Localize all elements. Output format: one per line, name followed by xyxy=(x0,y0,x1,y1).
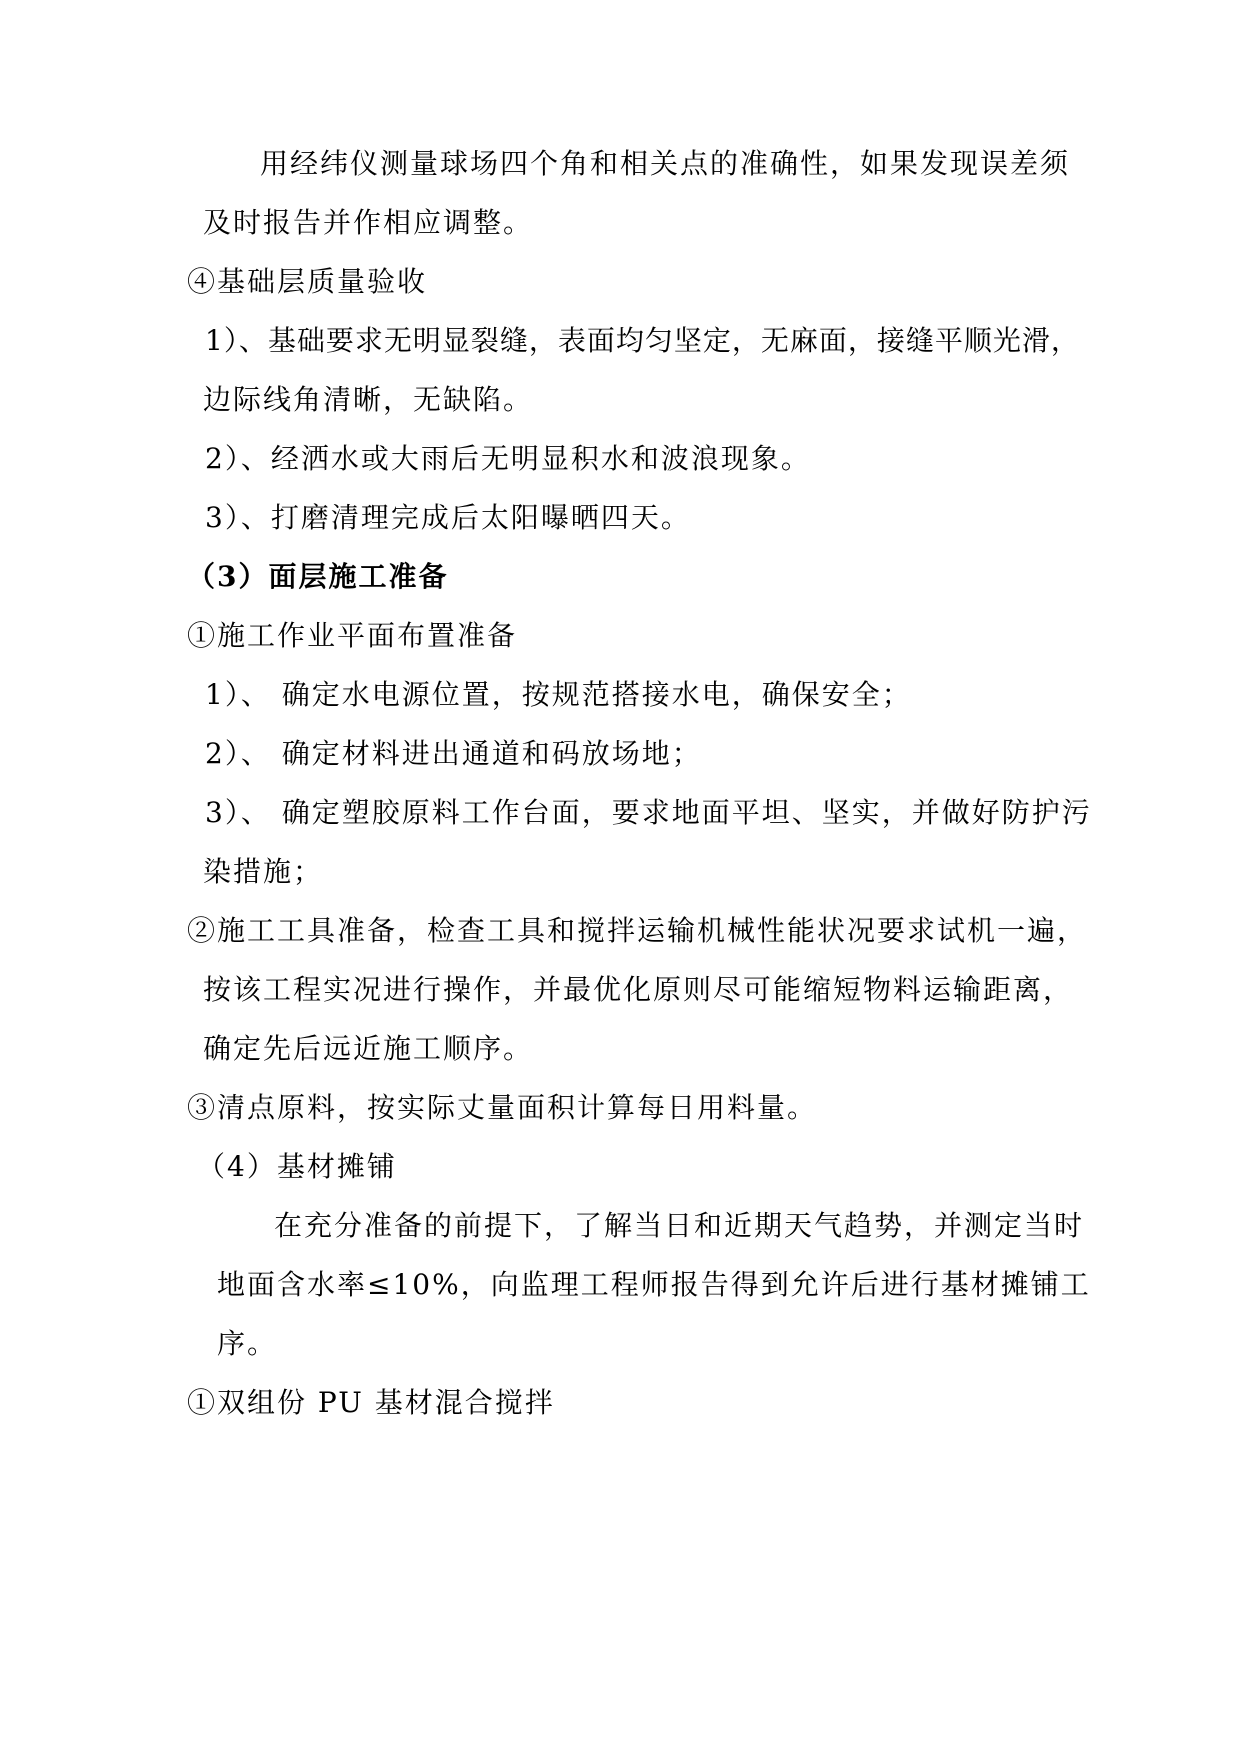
list-item-2: 2）、经洒水或大雨后无明显积水和波浪现象。 xyxy=(205,442,811,475)
subheading-pu-mixing: ①双组份 PU 基材混合搅拌 xyxy=(187,1386,555,1419)
tools-prep-line-2: 按该工程实况进行操作，并最优化原则尽可能缩短物料运输距离， xyxy=(203,973,1074,1006)
subheading-material-count: ③清点原料，按实际丈量面积计算每日用料量。 xyxy=(187,1091,818,1124)
list-item-water-power: 1）、 确定水电源位置，按规范搭接水电，确保安全； xyxy=(205,678,912,711)
list-item-1-continuation: 边际线角清晰，无缺陷。 xyxy=(203,383,534,416)
tools-prep-line-3: 确定先后远近施工顺序。 xyxy=(203,1032,534,1065)
subheading-tools-prep: ②施工工具准备，检查工具和搅拌运输机械性能状况要求试机一遍， xyxy=(187,914,1088,947)
list-item-material-access: 2）、 确定材料进出通道和码放场地； xyxy=(205,737,702,770)
paragraph-line-2: 及时报告并作相应调整。 xyxy=(203,206,534,239)
base-paving-paragraph-line-1: 在充分准备的前提下，了解当日和近期天气趋势，并测定当时 xyxy=(274,1209,1085,1242)
list-item-worktable-continuation: 染措施； xyxy=(203,855,324,888)
list-item-3: 3）、打磨清理完成后太阳曝晒四天。 xyxy=(205,501,691,534)
section-heading-base-paving: （4）基材摊铺 xyxy=(197,1150,397,1183)
list-item-1: 1）、基础要求无明显裂缝，表面均匀坚定，无麻面，接缝平顺光滑， xyxy=(205,324,1080,357)
paragraph-line-1: 用经纬仪测量球场四个角和相关点的准确性，如果发现误差须 xyxy=(260,147,1071,180)
section-heading-foundation-acceptance: ④基础层质量验收 xyxy=(187,265,428,298)
subheading-layout-prep: ①施工作业平面布置准备 xyxy=(187,619,518,652)
list-item-worktable: 3）、 确定塑胶原料工作台面，要求地面平坦、坚实，并做好防护污 xyxy=(205,796,1092,829)
base-paving-paragraph-line-3: 序。 xyxy=(217,1327,278,1360)
base-paving-paragraph-line-2: 地面含水率≤10%，向监理工程师报告得到允许后进行基材摊铺工 xyxy=(217,1268,1091,1301)
section-heading-surface-prep: （3）面层施工准备 xyxy=(187,560,449,593)
